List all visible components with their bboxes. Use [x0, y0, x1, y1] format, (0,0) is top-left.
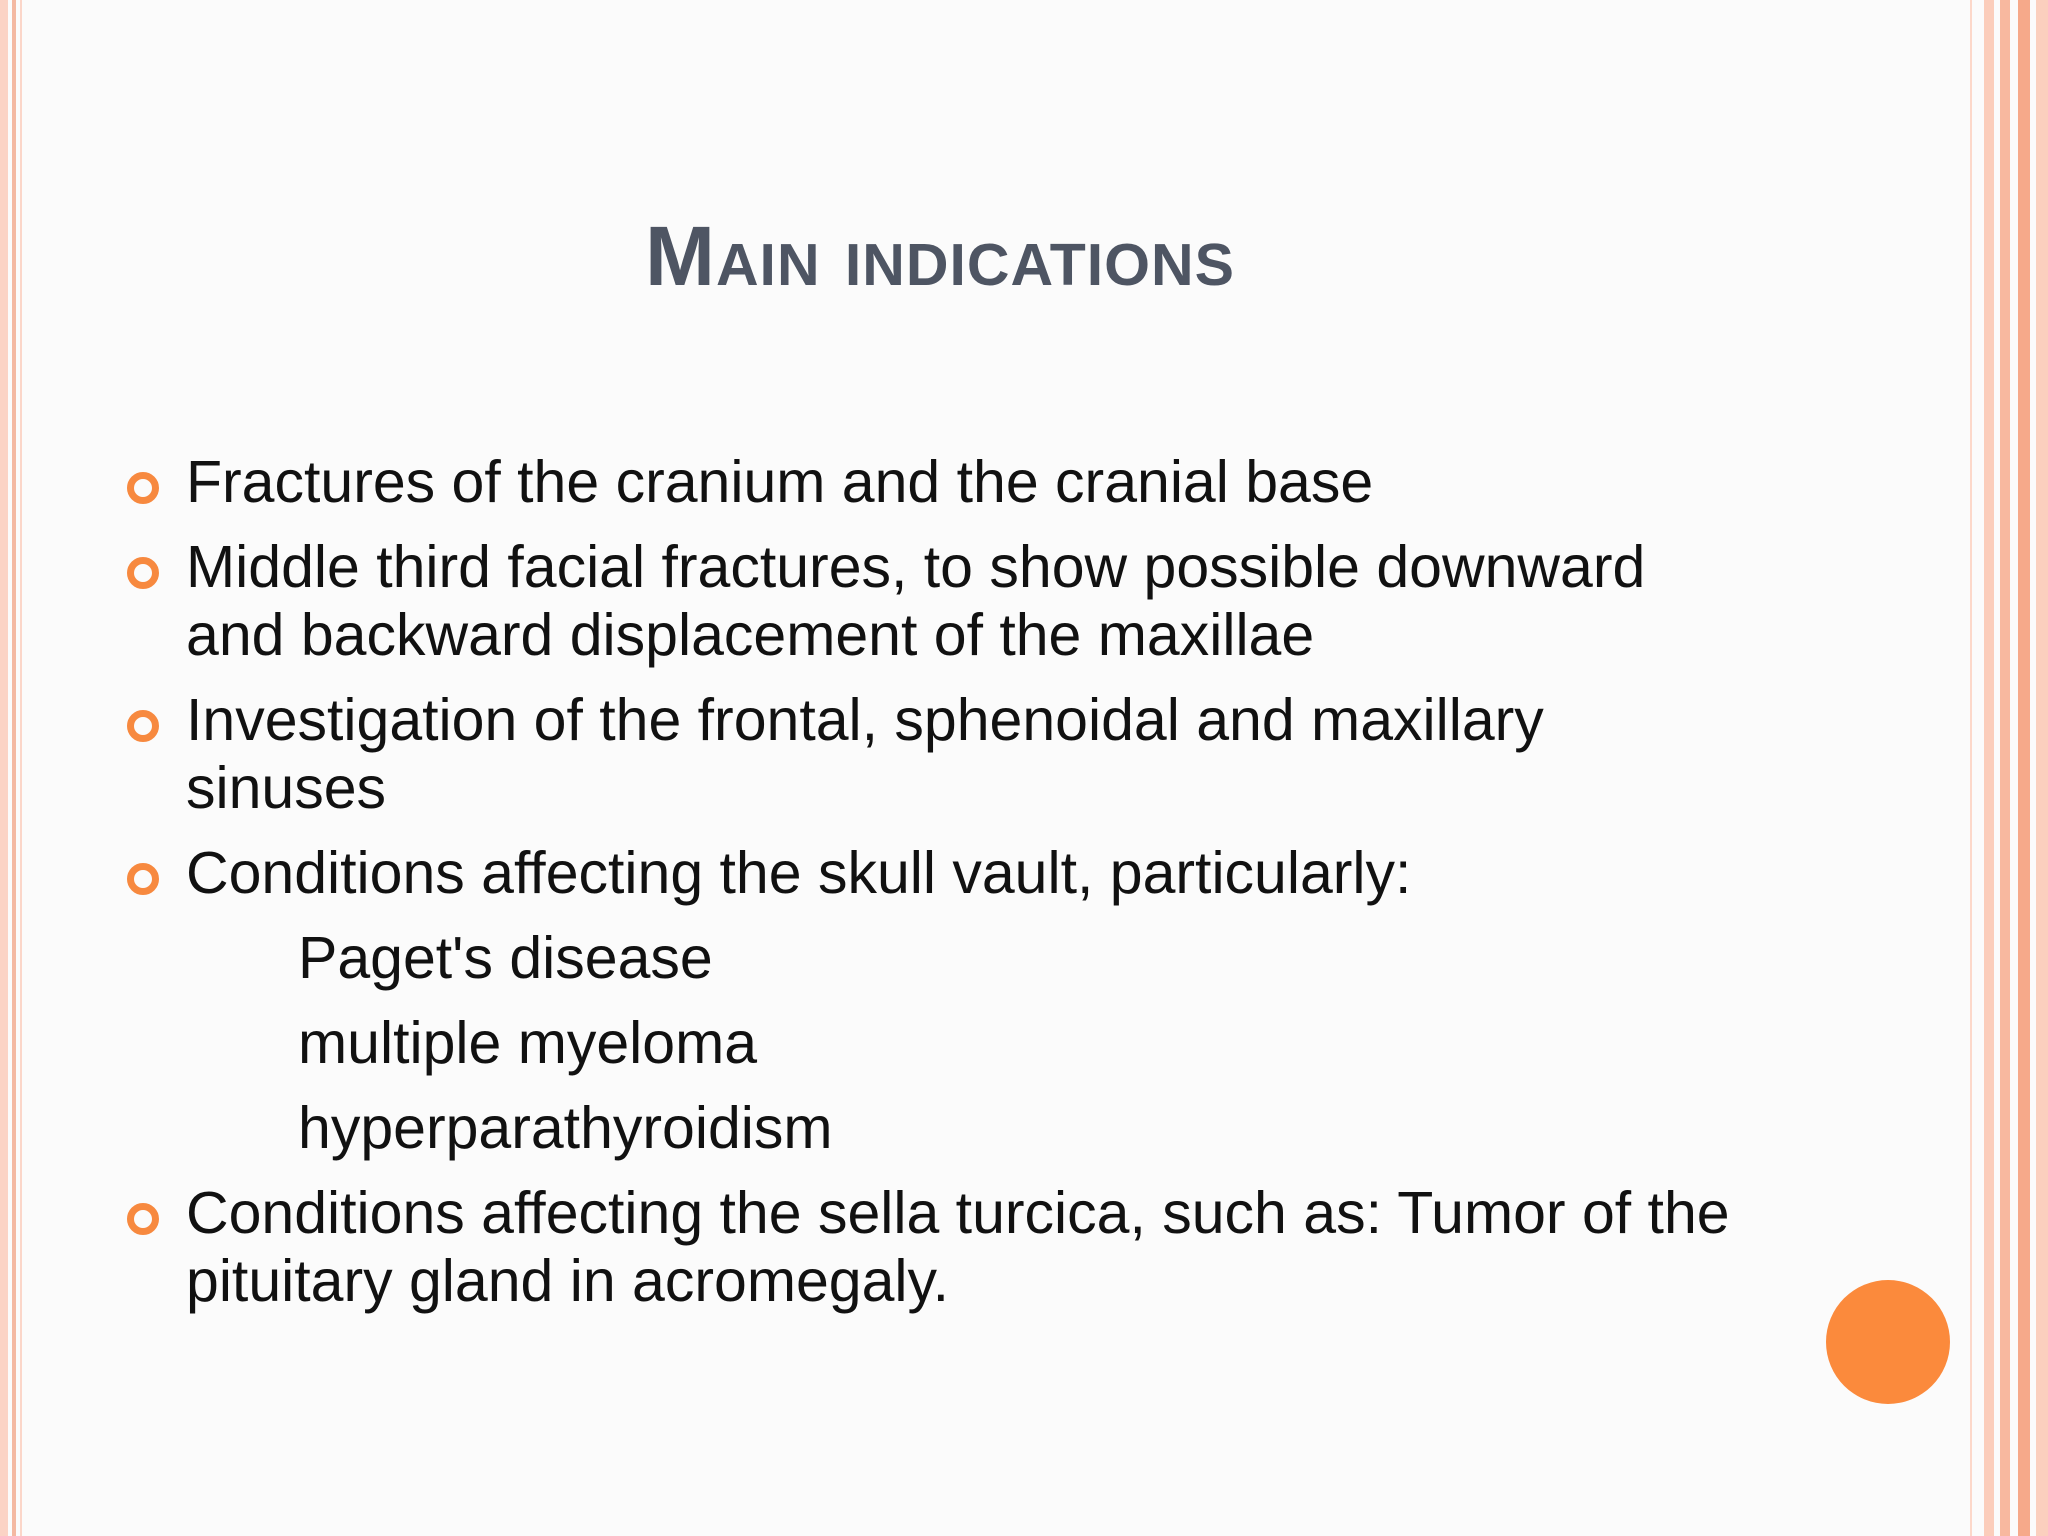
- bullet-ring-icon: [127, 557, 159, 589]
- bullet-item: [120, 1179, 1760, 1315]
- right-border-decoration: [1964, 0, 2048, 1536]
- sub-list-item: Paget's disease: [298, 925, 713, 991]
- slide-title: Main indications: [644, 209, 1236, 303]
- bullet-text: Conditions affecting the skull vault, particularly:: [186, 840, 1412, 906]
- bullet-ring-icon: [127, 1203, 159, 1235]
- right-border-stripe: [2036, 0, 2048, 1536]
- bullet-item: [120, 533, 1760, 669]
- bullet-text: Fractures of the cranium and the cranial base: [186, 449, 1374, 515]
- bullet-ring-icon: [127, 710, 159, 742]
- decorative-circle: [1826, 1280, 1950, 1404]
- sub-bullet-list: [186, 924, 1760, 1162]
- bullet-ring-icon: [127, 863, 159, 895]
- bullet-item: [120, 686, 1760, 822]
- bullet-list: [120, 448, 1760, 1332]
- bullet-item: [120, 448, 1760, 516]
- bullet-text: Middle third facial fractures, to show possible downward and backward displacement of the maxillae: [186, 534, 1646, 668]
- bullet-item: [120, 839, 1760, 1162]
- right-border-stripe: [2018, 0, 2030, 1536]
- right-border-stripe: [1970, 0, 1972, 1536]
- bullet-ring-icon: [127, 472, 159, 504]
- right-border-stripe: [2000, 0, 2010, 1536]
- sub-list-item: hyperparathyroidism: [298, 1095, 833, 1161]
- sub-list-item: multiple myeloma: [298, 1010, 758, 1076]
- right-border-stripe: [1984, 0, 1994, 1536]
- bullet-text: Conditions affecting the sella turcica, such as: Tumor of the pituitary gland in acromegaly.: [186, 1180, 1730, 1314]
- bullet-text: Investigation of the frontal, sphenoidal and maxillary sinuses: [186, 687, 1544, 821]
